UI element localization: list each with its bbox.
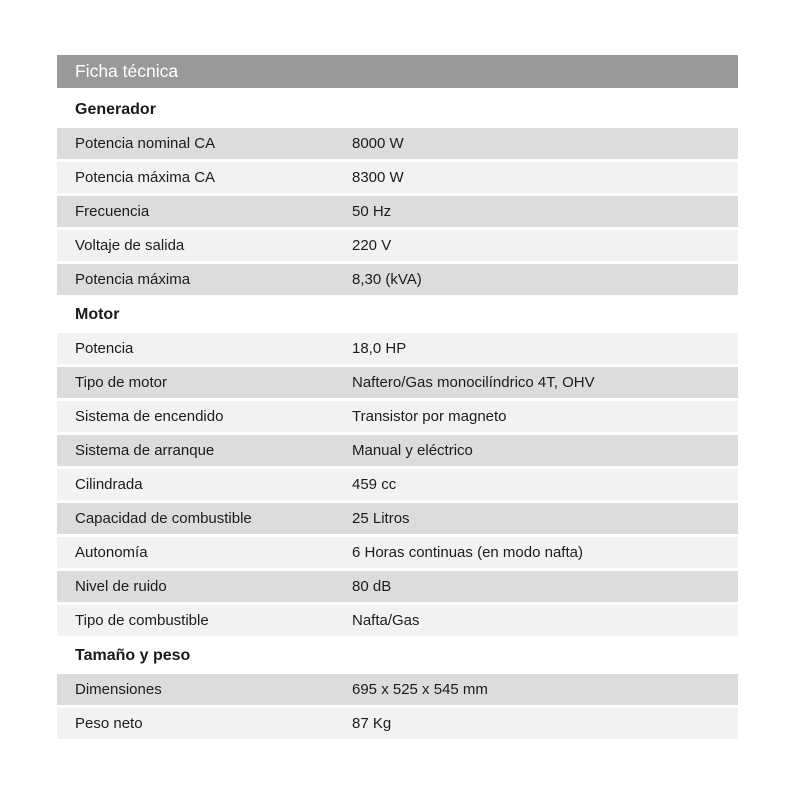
spec-row bbox=[57, 230, 738, 261]
spec-label: Cilindrada bbox=[75, 476, 143, 493]
spec-row bbox=[57, 196, 738, 227]
spec-row bbox=[57, 128, 738, 159]
spec-value: 695 x 525 x 545 mm bbox=[352, 681, 488, 698]
spec-value: Naftero/Gas monocilíndrico 4T, OHV bbox=[352, 374, 595, 391]
section-title: Motor bbox=[57, 298, 738, 331]
spec-row bbox=[57, 537, 738, 568]
spec-value: Manual y eléctrico bbox=[352, 442, 473, 459]
spec-value: 8300 W bbox=[352, 169, 404, 186]
section-title: Tamaño y peso bbox=[57, 639, 738, 672]
spec-value: 50 Hz bbox=[352, 203, 392, 220]
spec-row bbox=[57, 708, 738, 739]
spec-row bbox=[57, 605, 738, 636]
spec-row bbox=[57, 571, 738, 602]
spec-label: Voltaje de salida bbox=[75, 237, 185, 254]
spec-value: Nafta/Gas bbox=[352, 612, 420, 629]
spec-value: 8,30 (kVA) bbox=[352, 271, 422, 288]
spec-value: 80 dB bbox=[352, 578, 392, 595]
spec-value: 18,0 HP bbox=[352, 340, 407, 357]
spec-label: Potencia nominal CA bbox=[75, 135, 216, 152]
spec-label: Dimensiones bbox=[75, 681, 162, 698]
spec-label: Potencia bbox=[75, 340, 134, 357]
spec-row bbox=[57, 674, 738, 705]
spec-label: Capacidad de combustible bbox=[75, 510, 252, 527]
spec-value: 459 cc bbox=[352, 476, 397, 493]
spec-label: Sistema de encendido bbox=[75, 408, 224, 425]
spec-label: Potencia máxima CA bbox=[75, 169, 216, 186]
spec-row bbox=[57, 503, 738, 534]
spec-value: 6 Horas continuas (en modo nafta) bbox=[352, 544, 583, 561]
section-title: Generador bbox=[57, 93, 738, 126]
spec-label: Sistema de arranque bbox=[75, 442, 215, 459]
spec-table-body bbox=[57, 93, 738, 739]
spec-sheet bbox=[57, 55, 738, 742]
spec-value: 8000 W bbox=[352, 135, 404, 152]
spec-label: Tipo de motor bbox=[75, 374, 167, 391]
spec-value: 220 V bbox=[352, 237, 392, 254]
spec-label: Autonomía bbox=[75, 544, 148, 561]
spec-row bbox=[57, 367, 738, 398]
spec-row bbox=[57, 333, 738, 364]
spec-label: Tipo de combustible bbox=[75, 612, 209, 629]
table-title: Ficha técnica bbox=[75, 61, 179, 81]
spec-row bbox=[57, 469, 738, 500]
spec-label: Nivel de ruido bbox=[75, 578, 167, 595]
spec-row bbox=[57, 435, 738, 466]
spec-label: Frecuencia bbox=[75, 203, 150, 220]
spec-value: 25 Litros bbox=[352, 510, 410, 527]
spec-value: 87 Kg bbox=[352, 715, 392, 732]
spec-row bbox=[57, 162, 738, 193]
spec-row bbox=[57, 401, 738, 432]
table-header bbox=[57, 55, 738, 88]
spec-value: Transistor por magneto bbox=[352, 408, 507, 425]
spec-row bbox=[57, 264, 738, 295]
spec-label: Potencia máxima bbox=[75, 271, 191, 288]
spec-label: Peso neto bbox=[75, 715, 143, 732]
